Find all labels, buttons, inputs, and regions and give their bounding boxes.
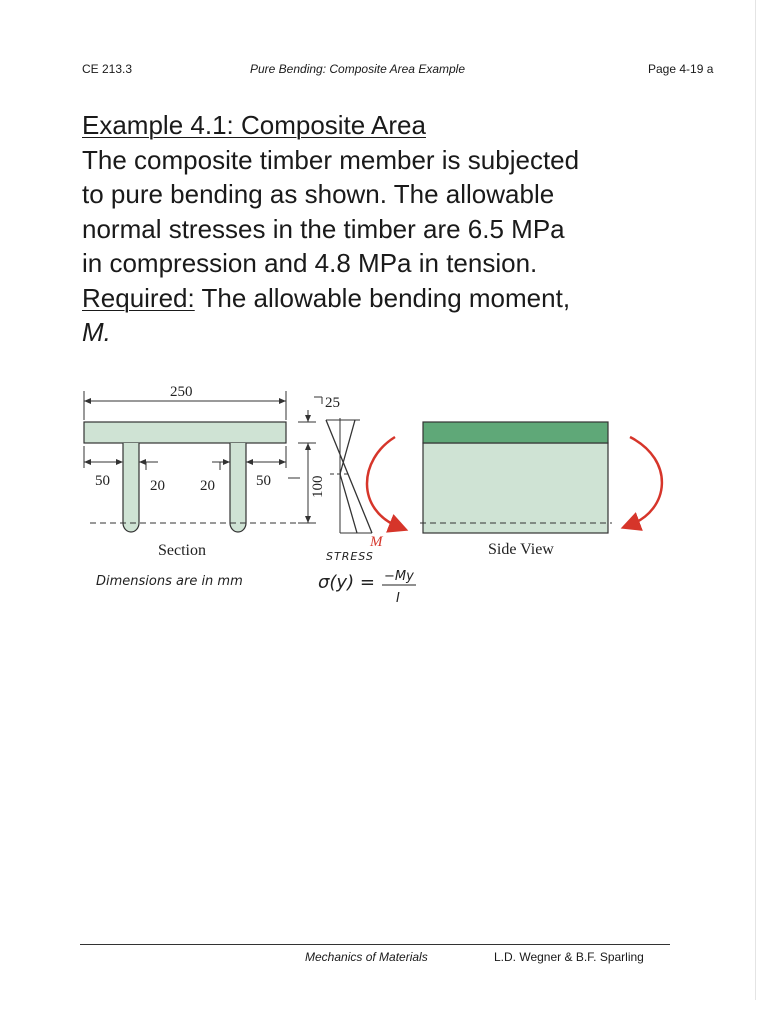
statement-line-1: The composite timber member is subjected xyxy=(82,144,580,175)
side-view-label: Side View xyxy=(488,541,554,558)
web-right xyxy=(230,443,246,532)
statement-line-4: in compression and 4.8 MPa in tension. xyxy=(82,248,538,278)
footer-book: Mechanics of Materials xyxy=(305,950,428,964)
formula-numerator: −My xyxy=(384,569,414,584)
section-drawing xyxy=(84,384,300,559)
required-text: The allowable bending moment, xyxy=(194,282,571,313)
moment-arrow-left xyxy=(367,437,399,527)
units-note: Dimensions are in mm xyxy=(96,574,243,589)
moment-arrow-right xyxy=(630,437,662,525)
example-title: Example 4.1: Composite Area xyxy=(82,110,426,140)
stress-label: STRESS xyxy=(326,550,374,563)
side-view-flange xyxy=(423,422,608,443)
moment-label: M xyxy=(370,534,383,550)
dim-overhang-right: 50 xyxy=(256,473,271,489)
course-code: CE 213.3 xyxy=(82,62,133,76)
page-number: Page 4-19 a xyxy=(648,62,714,76)
formula-denominator: I xyxy=(396,591,400,606)
page-topic: Pure Bending: Composite Area Example xyxy=(250,62,466,76)
handwritten-notes xyxy=(96,569,416,606)
moment-symbol: M. xyxy=(82,317,111,347)
dim-web-right: 20 xyxy=(200,478,215,494)
side-view xyxy=(420,422,612,558)
dim-width-label: 250 xyxy=(170,384,193,400)
dim-depth: 100 xyxy=(310,475,326,498)
scan-edge xyxy=(755,0,756,1000)
dim-web-left: 20 xyxy=(150,478,165,494)
web-left xyxy=(123,443,139,532)
dim-overhang-left: 50 xyxy=(95,473,110,489)
flange xyxy=(84,422,286,443)
side-view-web xyxy=(423,443,608,533)
dim-flange-thickness: 25 xyxy=(325,395,340,411)
footer-authors: L.D. Wegner & B.F. Sparling xyxy=(494,950,644,964)
statement-line-2: to pure bending as shown. The allowable xyxy=(82,179,555,209)
required-label: Required: xyxy=(82,282,195,313)
section-label: Section xyxy=(158,542,206,559)
statement-line-3: normal stresses in the timber are 6.5 MPa xyxy=(82,213,565,244)
footer-divider xyxy=(80,944,670,945)
formula-lhs: σ(y) = xyxy=(318,572,375,593)
depth-dimensions xyxy=(288,395,340,523)
